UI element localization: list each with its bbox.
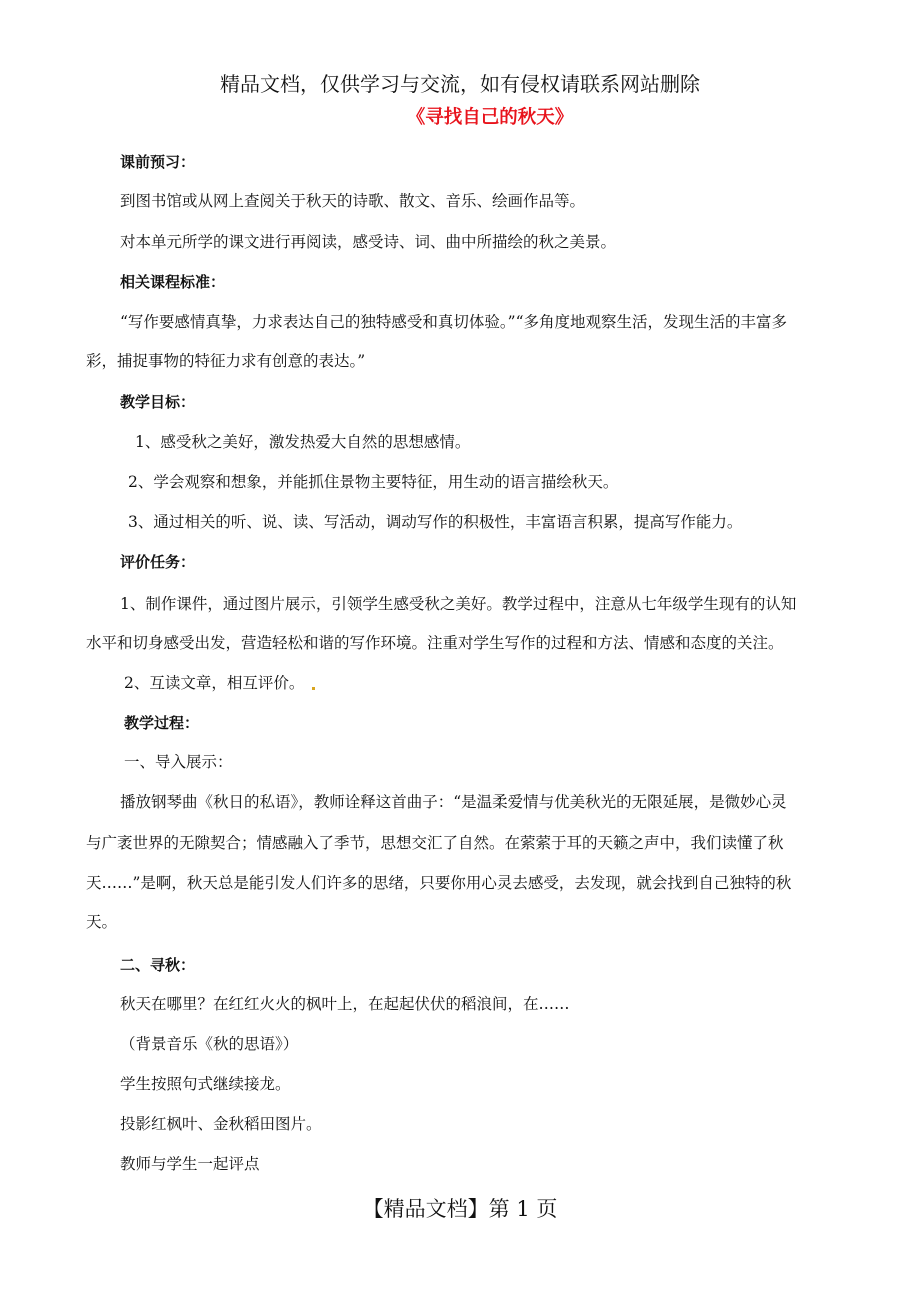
step2-line-d: 投影红枫叶、金秋稻田图片。 (120, 1115, 322, 1133)
step1-line-d: 天。 (86, 913, 118, 931)
document-title: 《寻找自己的秋天》 (406, 107, 574, 128)
process-heading: 教学过程： (124, 714, 200, 732)
standard-heading: 相关课程标准： (120, 273, 226, 291)
step2-heading: 二、寻秋： (120, 956, 196, 974)
standard-line-1: “写作要感情真挚，力求表达自己的独特感受和真切体验。”“多角度地观察生活，发现生活的丰富多 (120, 313, 788, 331)
eval-heading: 评价任务： (120, 553, 196, 571)
eval-line-1a: 1、制作课件，通过图片展示，引领学生感受秋之美好。教学过程中，注意从七年级学生现有的认知 (120, 595, 797, 613)
page-header: 精品文档，仅供学习与交流，如有侵权请联系网站删除 (220, 72, 700, 96)
standard-line-2: 彩，捕捉事物的特征力求有创意的表达。” (86, 352, 366, 370)
page-footer: 【精品文档】第 1 页 (362, 1197, 558, 1221)
preview-heading: 课前预习： (120, 153, 196, 171)
annotation-dot (312, 687, 315, 690)
step2-line-e: 教师与学生一起评点 (120, 1155, 260, 1173)
step2-line-a: 秋天在哪里？在红红火火的枫叶上，在起起伏伏的稻浪间，在…… (120, 995, 570, 1013)
eval-line-1b: 水平和切身感受出发，营造轻松和谐的写作环境。注重对学生写作的过程和方法、情感和态度的关注。 (86, 634, 784, 652)
preview-item-1: 到图书馆或从网上查阅关于秋天的诗歌、散文、音乐、绘画作品等。 (120, 192, 586, 210)
step1-line-c: 天……”是啊，秋天总是能引发人们许多的思绪，只要你用心灵去感受，去发现，就会找到自己独特的秋 (86, 874, 792, 892)
step1-heading: 一、导入展示： (124, 753, 233, 771)
eval-line-2: 2、互读文章，相互评价。 (124, 674, 305, 692)
step1-line-b: 与广袤世界的无隙契合；情感融入了季节，思想交汇了自然。在萦萦于耳的天籁之声中，我们读懂了秋 (86, 834, 784, 852)
goals-heading: 教学目标： (120, 393, 196, 411)
goal-3: 3、通过相关的听、说、读、写活动，调动写作的积极性，丰富语言积累，提高写作能力。 (128, 513, 743, 531)
step2-line-c: 学生按照句式继续接龙。 (120, 1075, 291, 1093)
preview-item-2: 对本单元所学的课文进行再阅读，感受诗、词、曲中所描绘的秋之美景。 (120, 233, 617, 251)
step1-line-a: 播放钢琴曲《秋日的私语》，教师诠释这首曲子：“是温柔爱情与优美秋光的无限延展，是微妙心灵 (120, 793, 787, 811)
goal-1: 1、感受秋之美好，激发热爱大自然的思想感情。 (135, 433, 471, 451)
step2-line-b: （背景音乐《秋的思语》） (120, 1035, 299, 1053)
goal-2: 2、学会观察和想象，并能抓住景物主要特征，用生动的语言描绘秋天。 (128, 473, 619, 491)
